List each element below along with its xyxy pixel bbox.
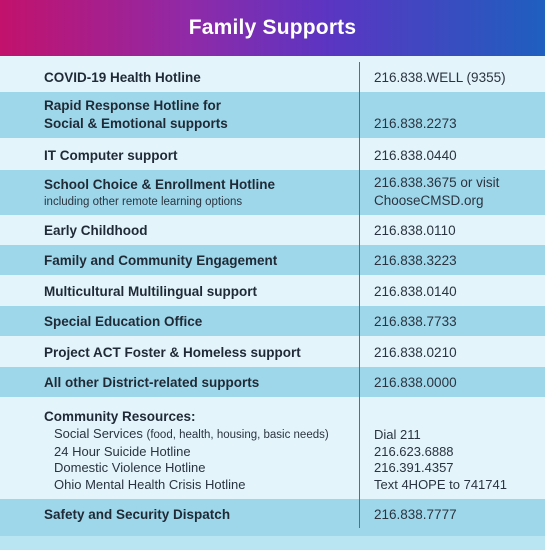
header-banner bbox=[0, 0, 545, 56]
resource-item: 24 Hour Suicide Hotline bbox=[54, 443, 191, 459]
resource-name: Social Services bbox=[54, 425, 143, 441]
resource-contact: 216.623.6888 bbox=[374, 443, 454, 459]
resource-item: Domestic Violence Hotline bbox=[54, 460, 206, 476]
table-row bbox=[0, 92, 545, 138]
row-phone: 216.838.0140 bbox=[374, 284, 457, 299]
table-row bbox=[0, 138, 545, 170]
community-resources-row bbox=[0, 397, 545, 499]
row-link: ChooseCMSD.org bbox=[374, 193, 484, 208]
row-label: Safety and Security Dispatch bbox=[44, 507, 231, 522]
table-row bbox=[0, 215, 545, 245]
row-label: Project ACT Foster & Homeless support bbox=[44, 345, 301, 360]
row-phone: 216.838.WELL (9355) bbox=[374, 70, 506, 85]
page-title: Family Supports bbox=[188, 16, 357, 39]
resource-contact: Text 4HOPE to 741741 bbox=[374, 477, 507, 493]
table-row bbox=[0, 367, 545, 397]
row-label: Special Education Office bbox=[44, 314, 203, 329]
row-phone: 216.838.3223 bbox=[374, 253, 457, 268]
row-phone: 216.838.7777 bbox=[374, 507, 457, 522]
row-phone: 216.838.0210 bbox=[374, 345, 457, 360]
row-label: Family and Community Engagement bbox=[44, 253, 278, 268]
row-label: Early Childhood bbox=[44, 223, 148, 238]
row-label: Social & Emotional supports bbox=[44, 116, 228, 131]
resource-item bbox=[44, 426, 360, 444]
row-phone: 216.838.3675 or visit bbox=[374, 175, 500, 190]
column-divider bbox=[359, 62, 360, 528]
row-label: COVID-19 Health Hotline bbox=[44, 70, 201, 85]
table-row bbox=[0, 245, 545, 275]
row-label: All other District-related supports bbox=[44, 375, 260, 390]
table-row bbox=[0, 499, 545, 536]
row-label: Multicultural Multilingual support bbox=[44, 284, 257, 299]
row-sublabel: including other remote learning options bbox=[44, 196, 243, 208]
table-row bbox=[0, 306, 545, 336]
table-row bbox=[0, 275, 545, 306]
row-phone: 216.838.0440 bbox=[374, 148, 457, 163]
supports-table bbox=[0, 62, 545, 536]
row-label: Rapid Response Hotline for bbox=[44, 98, 222, 113]
resource-contact: 216.391.4357 bbox=[374, 460, 454, 476]
row-label: School Choice & Enrollment Hotline bbox=[44, 177, 276, 192]
table-row bbox=[0, 170, 545, 215]
row-phone: 216.838.0110 bbox=[374, 223, 456, 238]
table-row bbox=[0, 62, 545, 92]
community-heading: Community Resources: bbox=[44, 408, 196, 424]
row-phone: 216.838.7733 bbox=[374, 314, 457, 329]
row-phone: 216.838.0000 bbox=[374, 375, 457, 390]
row-phone: 216.838.2273 bbox=[374, 116, 457, 131]
row-label: IT Computer support bbox=[44, 148, 178, 163]
table-row bbox=[0, 336, 545, 367]
resource-contact: Dial 211 bbox=[374, 426, 421, 442]
resource-note: (food, health, housing, basic needs) bbox=[146, 428, 329, 441]
resource-item: Ohio Mental Health Crisis Hotline bbox=[54, 477, 246, 493]
